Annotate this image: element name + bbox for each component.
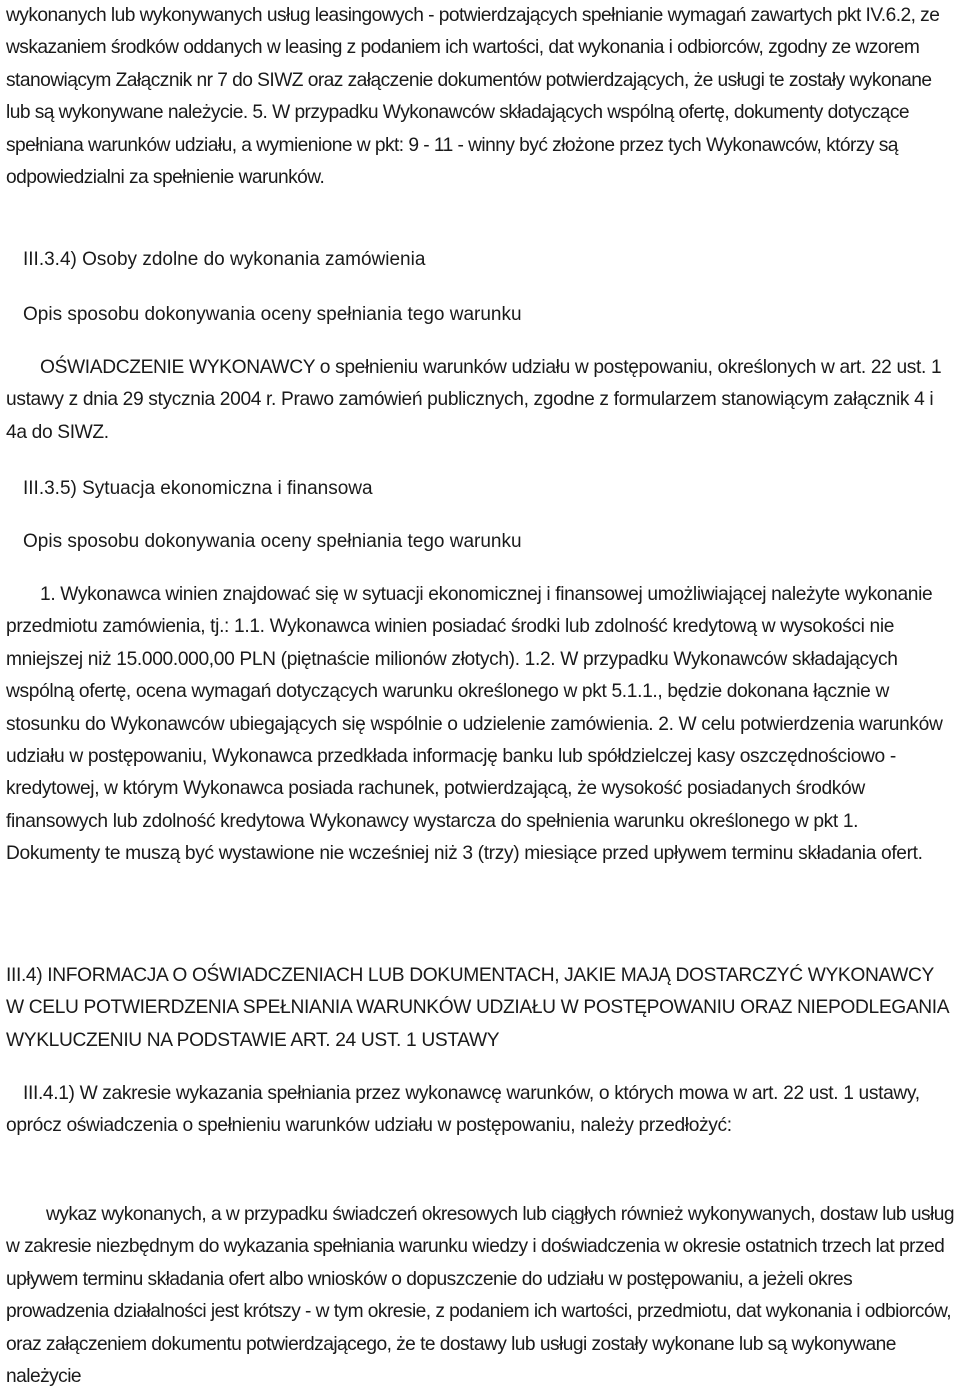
section-list-item-wykaz: wykaz wykonanych, a w przypadku świadczeń okresowych lub ciągłych również wykonywanych, dostaw lub usług w zakresie niezbędnym do wykazania spełniania warunku wiedzy i doświadczenia w okresie ostatnich trzech lat przed upływem terminu składania ofert albo wniosków o dopuszczenie do udziału w postępowaniu, a jeżeli okres prowadzenia działalności jest krótszy - w tym okresie, z podaniem ich wartości, przedmiotu, dat wykonania i odbiorców, oraz załączeniem dokumentu potwierdzającego, że te dostawy lub usługi zostały wykonane lub są wykonywane należycie	[6, 1204, 954, 1388]
section-heading-3-4: III.4) INFORMACJA O OŚWIADCZENIACH LUB DOKUMENTACH, JAKIE MAJĄ DOSTARCZYĆ WYKONAWCY W CELU POTWIERDZENIA SPEŁNIANIA WARUNKÓW UDZIAŁU W POSTĘPOWANIU ORAZ NIEPODLEGANIA WYKLUCZENIU NA PODSTAWIE ART. 24 UST. 1 USTAWY	[6, 965, 949, 1051]
section-text-3-3-4: OŚWIADCZENIE WYKONAWCY o spełnieniu warunków udziału w postępowaniu, określonych w art. 22 ust. 1 ustawy z dnia 29 stycznia 2004 r. Prawo zamówień publicznych, zgodne z formularzem stanowiącym załącznik 4 i 4a do SIWZ.	[6, 357, 942, 443]
section-subheading-3-3-4: Opis sposobu dokonywania oceny spełniania tego warunku	[23, 304, 522, 325]
section-heading-3-3-4: III.3.4) Osoby zdolne do wykonania zamówienia	[23, 249, 426, 270]
section-subheading-3-3-5: Opis sposobu dokonywania oceny spełniania tego warunku	[23, 531, 522, 552]
section-text-3-4-1: III.4.1) W zakresie wykazania spełniania przez wykonawcę warunków, o których mowa w art. 22 ust. 1 ustawy, oprócz oświadczenia o spełnieniu warunków udziału w postępowaniu, należy przedłożyć:	[6, 1083, 920, 1137]
paragraph-leasing-services: wykonanych lub wykonywanych usług leasingowych - potwierdzających spełnianie wymagań zawartych pkt IV.6.2, ze wskazaniem środków oddanych w leasing z podaniem ich wartości, dat wykonania i odbiorców, zgodny ze wzorem stanowiącym Załącznik nr 7 do SIWZ oraz załączenie dokumentów potwierdzających, że usługi te zostały wykonane lub są wykonywane należycie. 5. W przypadku Wykonawców składających wspólną ofertę, dokumenty dotyczące spełniana warunków udziału, a wymienione w pkt: 9 - 11 - winny być złożone przez tych Wykonawców, którzy są odpowiedzialni za spełnienie warunków.	[6, 5, 940, 189]
section-text-3-3-5: 1. Wykonawca winien znajdować się w sytuacji ekonomicznej i finansowej umożliwiającej należyte wykonanie przedmiotu zamówienia, tj.: 1.1. Wykonawca winien posiadać środki lub zdolność kredytową w wysokości nie mniejszej niż 15.000.000,00 PLN (piętnaście milionów złotych). 1.2. W przypadku Wykonawców składających wspólną ofertę, ocena wymagań dotyczących warunku określonego w pkt 5.1.1., będzie dokonana łącznie w stosunku do Wykonawców ubiegających się wspólnie o udzielenie zamówienia. 2. W celu potwierdzenia warunków udziału w postępowaniu, Wykonawca przedkłada informację banku lub spółdzielczej kasy oszczędnościowo - kredytowej, w którym Wykonawca posiada rachunek, potwierdzającą, że wysokość posiadanych środków finansowych lub zdolność kredytowa Wykonawcy wystarcza do spełnienia warunku określonego w pkt 1. Dokumenty te muszą być wystawione nie wcześniej niż 3 (trzy) miesiące przed upływem terminu składania ofert.	[6, 584, 943, 865]
section-heading-3-3-5: III.3.5) Sytuacja ekonomiczna i finansowa	[23, 478, 373, 499]
